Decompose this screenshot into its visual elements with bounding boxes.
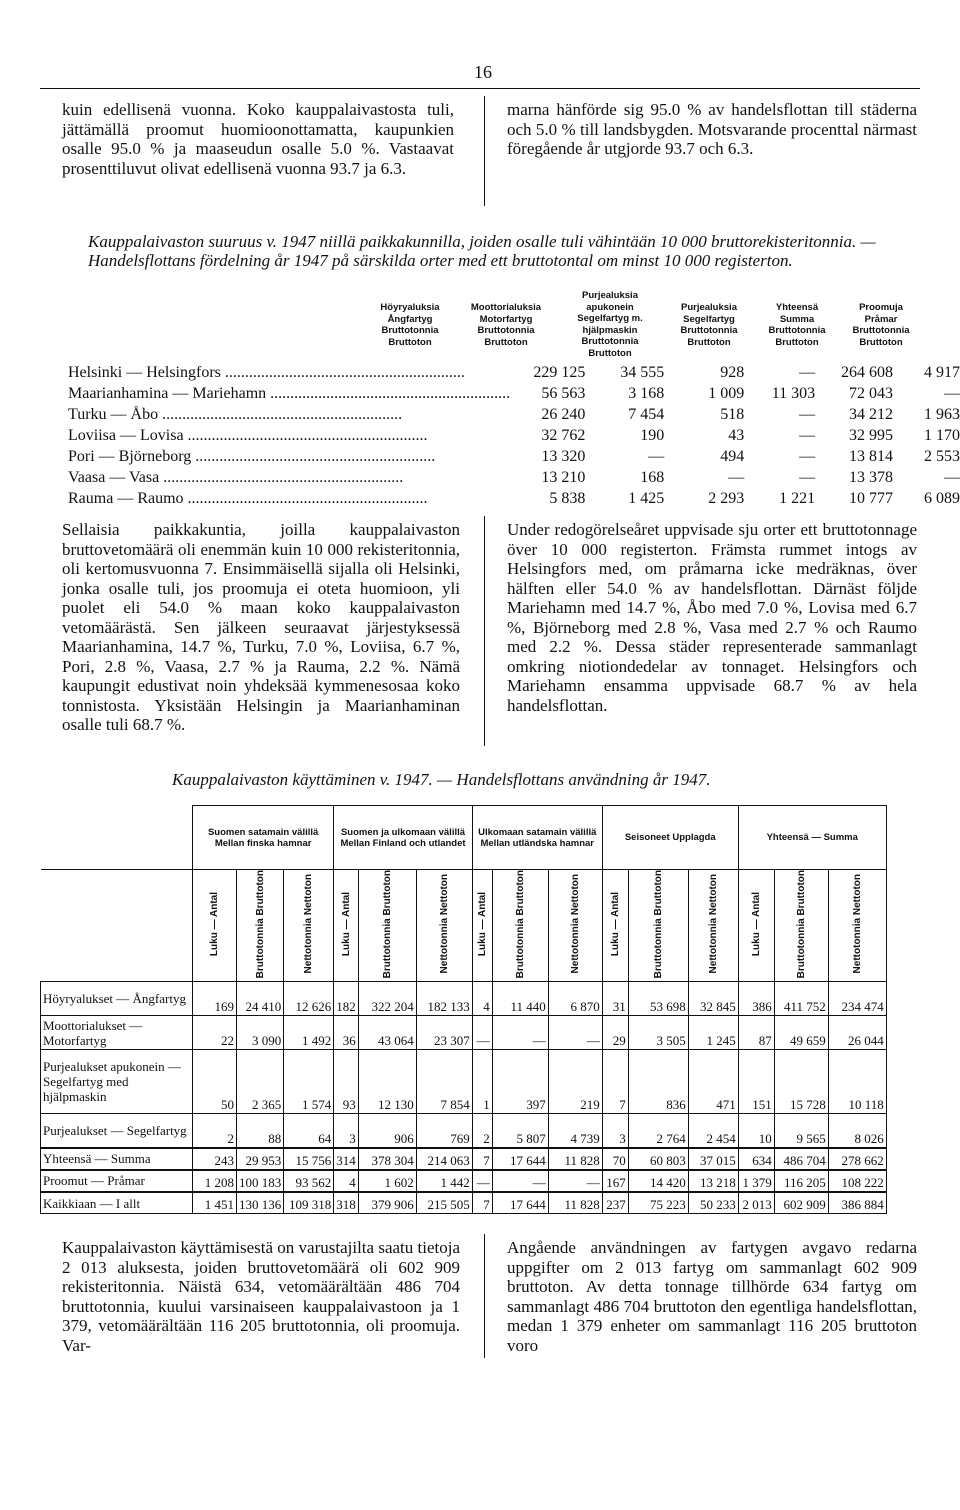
table-cell: — [548,1016,602,1050]
table-cell: 22 [193,1016,237,1050]
table-row [41,1050,887,1114]
town-name: Pori — Björneborg ............................................................ [68,447,436,465]
table-cell: 50 233 [688,1192,738,1214]
column-subheader [237,870,284,982]
table-cell: 13 320 [541,447,586,465]
top-right-paragraph: marna hänförde sig 95.0 % av handelsflottan till städerna och 5.0 % till landsbygden. Motsvarande procenttal närmast föregående år utgjorde 93.7 och 6.3. [507,100,917,158]
middle-left-paragraph: Sellaisia paikkakuntia, joilla kauppalaivaston bruttovetomäärä oli enemmän kuin 10 000 rekisteritonnia, oli kertomusvuonna 7. Ensimmäisellä sijalla oli Helsinki, jonka osalle tuli, jos proomuja ei oteta huomioon, yli puolet eli 54.0 % maan koko kauppalaivaston vetomäärästä. Sen jälkeen seuraavat järjestyksessä Maarianhamina, 14.7 %, Turku, 7.0 %, Loviisa, 6.7 %, Pori, 2.8 %, Vaasa, 2.7 % ja Rauma, 2.2 %. Nämä kaupungit edustivat noin yhdeksää kymmenesosaa koko tonnistosta. Yksistään Helsingin ja Maarianhaminan osalle tuli 68.7 %. [62,520,460,734]
table-cell: 1 245 [688,1016,738,1050]
table-cell: 50 [193,1050,237,1114]
table-cell: 10 118 [828,1050,886,1114]
table-cell: 29 [602,1016,628,1050]
table-cell: 29 953 [237,1148,284,1170]
column-subheader [334,870,359,982]
table-cell: 43 [728,426,745,444]
table-cell: 37 015 [688,1148,738,1170]
table-cell: 471 [688,1050,738,1114]
table-cell: 10 777 [848,489,893,507]
table-cell: 4 [472,982,492,1016]
table-cell: 32 845 [688,982,738,1016]
table-cell: 49 659 [774,1016,828,1050]
table-cell: 7 454 [628,405,665,423]
table-cell: 1 492 [284,1016,334,1050]
table-cell: 11 828 [548,1192,602,1214]
table-cell: 93 [334,1050,359,1114]
column-group-header: Yhteensä — Summa [738,806,886,870]
table-cell: 1 451 [193,1192,237,1214]
table-cell: 1 442 [416,1170,472,1192]
table-cell: 88 [237,1114,284,1148]
table-cell: 15 756 [284,1148,334,1170]
table-cell: 3 505 [628,1016,688,1050]
table-cell: 264 608 [840,363,893,381]
middle-right-paragraph: Under redogörelseåret uppvisade sju orter ett bruttotonnage över 10 000 registerton. Främsta rummet intogs av Helsingfors med, om pråmarna icke medräknas, över hälften eller 54.0 % av handelsflottan. Därnäst följde Mariehamn med 14.7 %, Åbo med 7.0 %, Lovisa med 6.7 %, Björneborg med 2.8 %, Vasa med 2.7 % och Raumo med 2.2 %. Dessa städer representerade sammanlagt omkring niotiondedelar av tonnaget. Helsingfors och Mariehamn ensamma uppvisade 68.7 % av hela handelsflottan. [507,520,917,715]
table-cell: 1 208 [193,1170,237,1192]
table-cell: 486 704 [774,1148,828,1170]
table-cell: 5 807 [492,1114,548,1148]
table-row [41,982,887,1016]
table-cell: 93 562 [284,1170,334,1192]
table-cell: 190 [640,426,665,444]
table-cell: 1 425 [628,489,665,507]
table-cell: 1 379 [738,1170,774,1192]
table-cell: 494 [720,447,745,465]
table-cell: 5 838 [549,489,586,507]
subheader-label: Nettotonnia Nettoton [303,874,315,974]
town-name: Loviisa — Lovisa ............................................................ [68,426,428,444]
table-cell: 60 803 [628,1148,688,1170]
table-cell: 70 [602,1148,628,1170]
table-cell: 411 752 [774,982,828,1016]
table-cell: 318 [334,1192,359,1214]
table-row [41,1016,887,1050]
table-row [68,404,960,425]
table-cell: — [799,426,816,444]
table-cell: 6 870 [548,982,602,1016]
table-cell: 928 [720,363,745,381]
table-cell: 32 762 [541,426,586,444]
table-cell: 167 [602,1170,628,1192]
table-cell: 1 963 [924,405,960,423]
subheader-label: Bruttotonnia Bruttoton [514,870,526,979]
row-label: Yhteensä — Summa [41,1148,193,1170]
table-cell: — [944,384,960,402]
column-subheader [688,870,738,982]
table-cell: 379 906 [358,1192,416,1214]
header-rule [40,88,920,89]
table-cell: 215 505 [416,1192,472,1214]
table-cell: 3 090 [237,1016,284,1050]
table-cell: 26 044 [828,1016,886,1050]
fleet-by-town-table [68,362,960,509]
table-cell: — [944,468,960,486]
table-cell: 1 [472,1050,492,1114]
table-cell: 11 303 [771,384,816,402]
table-cell: 7 [602,1050,628,1114]
table-cell: 26 240 [541,405,586,423]
table-cell: 56 563 [541,384,586,402]
subheader-label: Bruttotonnia Bruttoton [652,870,664,979]
table-cell: 15 728 [774,1050,828,1114]
table-cell: 836 [628,1050,688,1114]
table-cell: 237 [602,1192,628,1214]
table-cell: 386 884 [828,1192,886,1214]
table-row [68,446,960,467]
table-cell: 72 043 [848,384,893,402]
row-label: Purjealukset apukonein — Segelfartyg med hjälpmaskin [41,1050,193,1114]
table-row [68,362,960,383]
table-cell: 1 574 [284,1050,334,1114]
table-cell: — [472,1170,492,1192]
table-cell: 100 183 [237,1170,284,1192]
column-subheader [628,870,688,982]
table-cell: 518 [720,405,745,423]
table-cell: 31 [602,982,628,1016]
row-label: Proomut — Pråmar [41,1170,193,1192]
table-cell: 17 644 [492,1192,548,1214]
row-label: Kaikkiaan — I allt [41,1192,193,1214]
table-cell: 397 [492,1050,548,1114]
column-subheader [738,870,774,982]
bottom-left-paragraph: Kauppalaivaston käyttämisestä on varustajilta saatu tietoja 2 013 aluksesta, joiden bruttovetomäärä oli 602 909 rekisteritonnia. Näistä 634, vetomäärältään 486 704 bruttotonnia, kuului varsinaiseen kauppalaivastoon ja 1 379, vetomäärältään 116 205 bruttotonnia, oli proomuja. Var- [62,1238,460,1355]
table-cell: 182 133 [416,982,472,1016]
table-cell: 3 168 [628,384,665,402]
table-cell: 278 662 [828,1148,886,1170]
table-cell: 7 854 [416,1050,472,1114]
town-name: Helsinki — Helsingfors ............................................................ [68,363,465,381]
table-cell: 3 [602,1114,628,1148]
table-cell: 53 698 [628,982,688,1016]
row-label: Moottorialukset — Motorfartyg [41,1016,193,1050]
table2-title-sv: — Handelsflottans användning år 1947. [437,770,711,789]
t1-header-steam: Höyryaluksia Ångfartyg Bruttotonnia Bruttoton [380,302,440,348]
column-group-header: Ulkomaan satamain välillä Mellan utländska hamnar [472,806,602,870]
table-cell: — [728,468,745,486]
table-cell: 4 917 [924,363,960,381]
table-cell: 322 204 [358,982,416,1016]
town-name: Maarianhamina — Mariehamn ............................................................ [68,384,511,402]
column-divider [484,96,485,206]
table-cell: 151 [738,1050,774,1114]
town-name: Rauma — Raumo ............................................................ [68,489,428,507]
table-cell: 11 828 [548,1148,602,1170]
table-cell: 234 474 [828,982,886,1016]
column-subheader [358,870,416,982]
table-cell: 602 909 [774,1192,828,1214]
table-cell: 11 440 [492,982,548,1016]
table-cell: 214 063 [416,1148,472,1170]
table-cell: — [648,447,665,465]
table-cell: 2 [472,1114,492,1148]
t1-header-total: Yhteensä Summa Bruttotonnia Bruttoton [768,302,826,348]
table-cell: 12 130 [358,1050,416,1114]
column-group-header: Suomen satamain välillä Mellan finska hamnar [193,806,334,870]
table-cell: — [799,468,816,486]
column-subheader [492,870,548,982]
table-cell: 2 553 [924,447,960,465]
table-cell: 2 764 [628,1114,688,1148]
table-cell: 24 410 [237,982,284,1016]
table-cell: 75 223 [628,1192,688,1214]
subheader-label: Bruttotonnia Bruttoton [381,870,393,979]
fleet-usage-table [40,805,887,1214]
table-cell: 769 [416,1114,472,1148]
table-cell: 634 [738,1148,774,1170]
table-cell: — [799,405,816,423]
table-cell: 109 318 [284,1192,334,1214]
subheader-label: Luku — Antal [750,892,762,957]
subheader-label: Luku — Antal [609,892,621,957]
subheader-label: Bruttotonnia Bruttoton [795,870,807,979]
t1-header-sail-aux: Purjealuksia apukonein Segelfartyg m. hjälpmaskin Bruttotonnia Bruttoton [577,290,643,359]
table-cell: 43 064 [358,1016,416,1050]
table1-title [88,232,920,270]
table-row [41,1170,887,1192]
table-cell: 6 089 [924,489,960,507]
table-cell: 14 420 [628,1170,688,1192]
table1-title-sv: — Handelsflottans fördelning år 1947 på särskilda orter med ett bruttotontal om minst 10 000 registerton. [88,232,876,270]
table-cell: 130 136 [237,1192,284,1214]
top-left-paragraph: kuin edellisenä vuonna. Koko kauppalaivastosta tuli, jättämällä proomut huomioonottamatta, kaupunkien osalle 95.0 % ja maaseudun osalle 5.0 %. Vastaavat prosenttiluvut olivat edellisenä vuonna 93.7 ja 6.3. [62,100,454,178]
subheader-label: Luku — Antal [209,892,220,957]
table-row [41,1192,887,1214]
subheader-label: Luku — Antal [476,892,488,957]
bottom-right-paragraph: Angående användningen av fartygen avgavo redarna uppgifter om 2 013 fartyg om sammanlagt 602 909 bruttoton. Av detta tonnage tillhörde 634 fartyg om sammanlagt 486 704 bruttoton den egentliga handelsflottan, medan 1 379 enheter om sammanlagt 116 205 bruttoton voro [507,1238,917,1355]
table-row [68,425,960,446]
table-cell: 13 378 [848,468,893,486]
table-cell: 2 365 [237,1050,284,1114]
table2-title [172,770,932,789]
table-cell: 7 [472,1148,492,1170]
table-cell: 2 013 [738,1192,774,1214]
column-subheader [193,870,237,982]
table-cell: — [799,363,816,381]
column-subheader [774,870,828,982]
subheader-label: Nettotonnia Nettoton [569,874,581,974]
subheader-label: Bruttotonnia Bruttoton [254,870,266,979]
table-cell: 12 626 [284,982,334,1016]
table-row [68,467,960,488]
table-cell: 229 125 [533,363,586,381]
table-cell: 87 [738,1016,774,1050]
column-subheader [416,870,472,982]
table-cell: 36 [334,1016,359,1050]
table-cell: 1 602 [358,1170,416,1192]
table-cell: 8 026 [828,1114,886,1148]
table-cell: 4 [334,1170,359,1192]
table-cell: 1 170 [924,426,960,444]
table-cell: 7 [472,1192,492,1214]
table-cell: 1 221 [779,489,816,507]
table-row [68,488,960,509]
table-cell: 182 [334,982,359,1016]
row-label: Purjealukset — Segelfartyg [41,1114,193,1148]
table-cell: 32 995 [848,426,893,444]
subheader-label: Nettotonnia Nettoton [438,874,450,974]
table-cell: — [548,1170,602,1192]
table-cell: 17 644 [492,1148,548,1170]
subheader-label: Nettotonnia Nettoton [707,874,719,974]
table-row [68,383,960,404]
table-cell: 116 205 [774,1170,828,1192]
table-cell: — [492,1016,548,1050]
table-cell: 169 [193,982,237,1016]
table-cell: 108 222 [828,1170,886,1192]
table-cell: — [492,1170,548,1192]
column-group-header: Seisoneet Upplagda [602,806,738,870]
table-row [41,1114,887,1148]
table-cell: 13 210 [541,468,586,486]
table-cell: 2 [193,1114,237,1148]
table-cell: 4 739 [548,1114,602,1148]
table-cell: 1 009 [708,384,745,402]
table-cell: 386 [738,982,774,1016]
town-name: Vaasa — Vasa ............................................................ [68,468,404,486]
table-cell: 34 212 [848,405,893,423]
table-cell: 9 565 [774,1114,828,1148]
table-cell: — [472,1016,492,1050]
table-cell: 64 [284,1114,334,1148]
table-cell: 10 [738,1114,774,1148]
column-divider [484,1234,485,1358]
table-cell: 219 [548,1050,602,1114]
table-cell: 13 814 [848,447,893,465]
table-cell: 3 [334,1114,359,1148]
column-subheader [284,870,334,982]
column-subheader [828,870,886,982]
table-cell: 906 [358,1114,416,1148]
row-label: Höyryalukset — Ångfartyg [41,982,193,1016]
table-cell: 23 307 [416,1016,472,1050]
table-cell: 243 [193,1148,237,1170]
column-group-header: Suomen ja ulkomaan välillä Mellan Finland och utlandet [334,806,473,870]
t1-header-sail: Purjealuksia Segelfartyg Bruttotonnia Bruttoton [680,302,738,348]
table-cell: 34 555 [620,363,665,381]
table-cell: 2 293 [708,489,745,507]
table-cell: 314 [334,1148,359,1170]
column-subheader [602,870,628,982]
table-cell: 13 218 [688,1170,738,1192]
page-number: 16 [474,62,492,82]
town-name: Turku — Åbo ............................................................ [68,405,403,423]
table-cell: 2 454 [688,1114,738,1148]
column-subheader [548,870,602,982]
table2-title-fi: Kauppalaivaston käyttäminen v. 1947. [172,770,433,789]
subheader-label: Luku — Antal [340,892,352,957]
table-cell: 168 [640,468,665,486]
table-row [41,1148,887,1170]
table-cell: — [799,447,816,465]
t1-header-barges: Proomuja Pråmar Bruttotonnia Bruttoton [852,302,910,348]
subheader-label: Nettotonnia Nettoton [851,874,863,974]
t1-header-motor: Moottorialuksia Motorfartyg Bruttotonnia Bruttoton [470,302,542,348]
table1-title-fi: Kauppalaivaston suuruus v. 1947 niillä paikkakunnilla, joiden osalle tuli vähintään 10 000 bruttorekisteritonnia. [88,232,857,251]
column-subheader [472,870,492,982]
column-divider [484,516,485,746]
table-cell: 378 304 [358,1148,416,1170]
